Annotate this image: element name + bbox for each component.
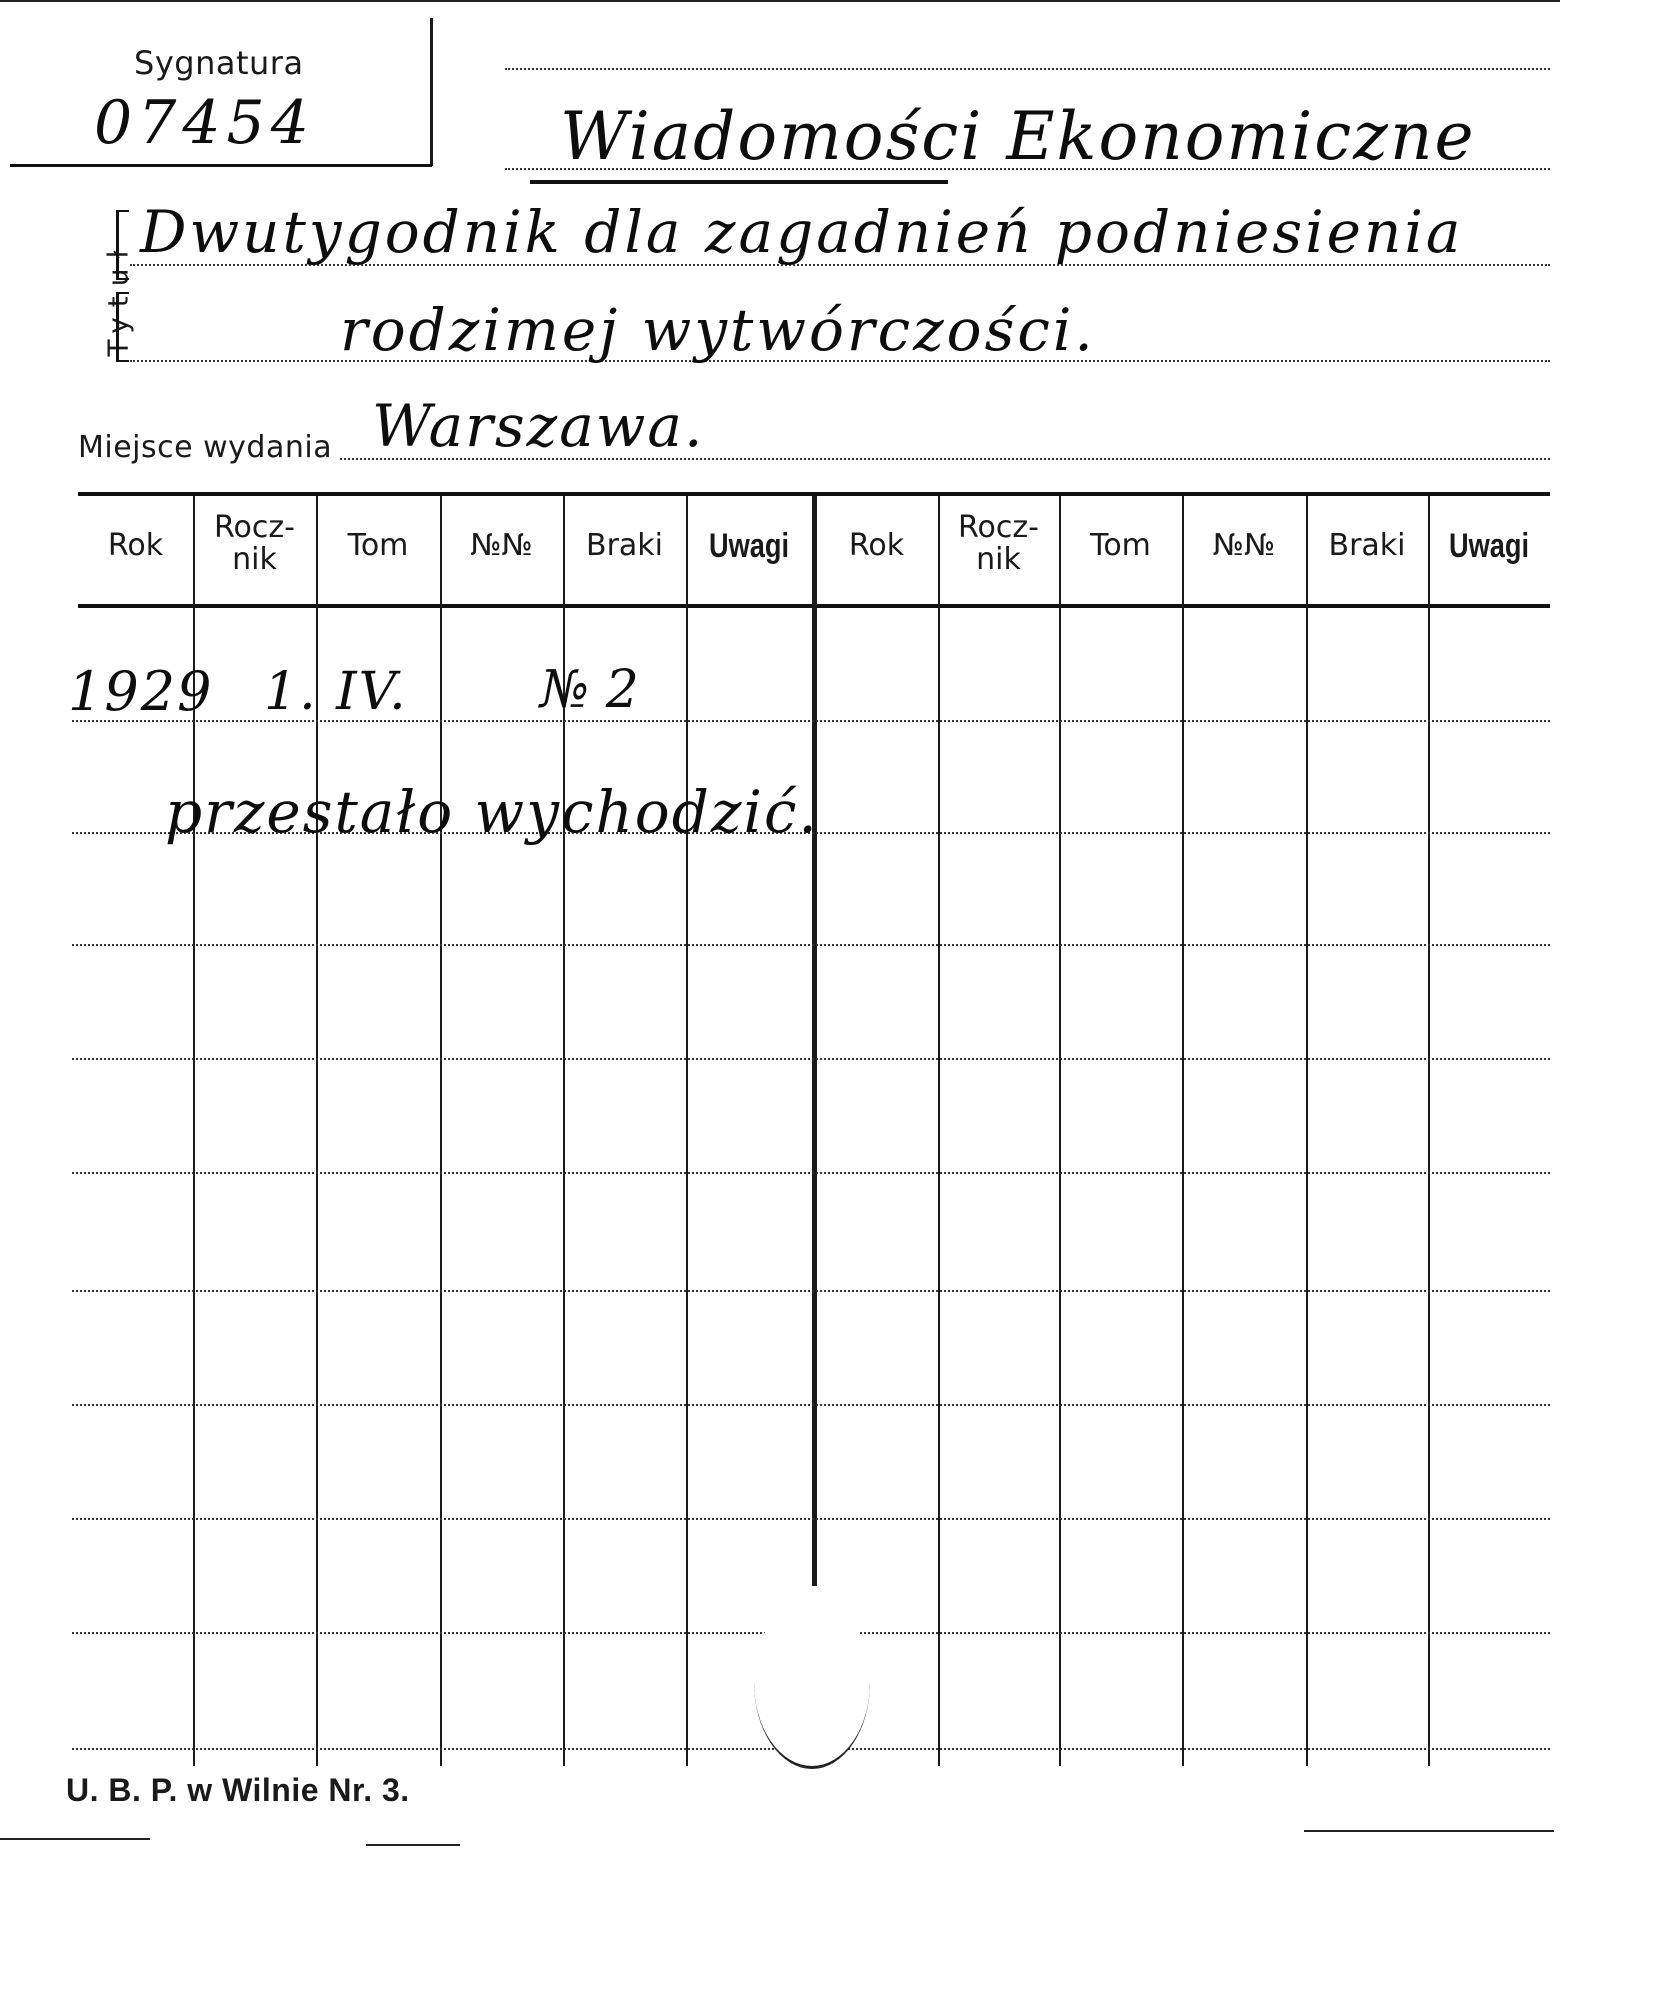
col-line: [686, 496, 688, 1766]
title-line-1: Dwutygodnik dla zagadnień podniesienia: [140, 198, 1464, 266]
place-value: Warszawa.: [372, 392, 705, 460]
journal-name: Wiadomości Ekonomiczne: [560, 98, 1476, 175]
row-line: [72, 1058, 1550, 1060]
col-line: [1059, 496, 1061, 1766]
header-braki: Braki: [1328, 528, 1406, 563]
entry-numer: № 2: [540, 660, 639, 720]
header-uwagi: Uwagi: [708, 527, 790, 565]
header-braki: Braki: [585, 528, 663, 563]
signature-number: 07454: [94, 88, 315, 158]
header-rok: Rok: [848, 528, 905, 563]
header-tom: Tom: [1090, 528, 1151, 563]
row-line: [72, 1290, 1550, 1292]
card-bottom-edge: [1304, 1830, 1554, 1832]
header-rocznik: Rocz- nik: [214, 510, 295, 577]
card-top-edge: [0, 0, 1560, 2]
journal-dotline-top: [505, 68, 1550, 70]
header-uwagi: Uwagi: [1448, 527, 1530, 565]
footer-text: U. B. P. w Wilnie Nr. 3.: [66, 1772, 410, 1808]
col-line: [1428, 496, 1430, 1766]
row-line: [72, 1404, 1550, 1406]
punched-hole: [754, 1596, 870, 1769]
col-line: [440, 496, 442, 1766]
entry-rok: 1929: [68, 660, 214, 723]
header-rok: Rok: [107, 528, 164, 563]
signature-label: Sygnatura: [134, 44, 304, 82]
header-rocznik: Rocz- nik: [958, 510, 1039, 577]
row-line: [72, 944, 1550, 946]
signature-box-bottom-border: [10, 164, 432, 167]
title-side-label: Tytuł: [101, 240, 135, 357]
card-bottom-edge: [366, 1844, 460, 1846]
col-line: [1182, 496, 1184, 1766]
entry-note: przestało wychodzić.: [165, 778, 819, 846]
col-line: [938, 496, 940, 1766]
title-line-2: rodzimej wytwórczości.: [340, 296, 1096, 364]
col-line: [1306, 496, 1308, 1766]
place-label: Miejsce wydania: [78, 430, 333, 465]
row-line: [72, 1172, 1550, 1174]
entry-rocznik: 1. IV.: [264, 662, 408, 722]
card-bottom-edge: [0, 1838, 150, 1840]
journal-name-underline: [530, 180, 948, 184]
header-tom: Tom: [347, 528, 409, 563]
header-numery: №№: [470, 528, 533, 563]
title-bracket-2: [116, 292, 129, 362]
center-divider: [812, 496, 817, 1586]
signature-box-right-border: [430, 18, 433, 166]
row-line: [72, 1518, 1550, 1520]
header-numery: №№: [1212, 528, 1276, 563]
title-bracket-1: [116, 210, 129, 280]
signature-box: [10, 18, 430, 168]
